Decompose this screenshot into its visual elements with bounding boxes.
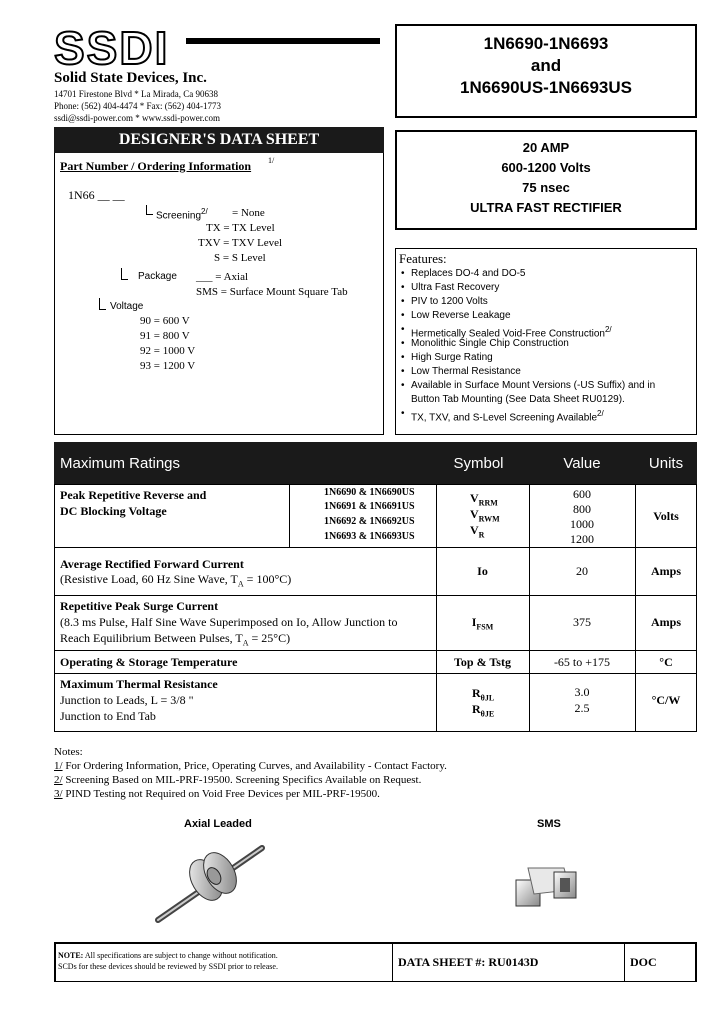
symbol-main: R xyxy=(472,702,481,716)
screening-label-text: Screening xyxy=(156,210,202,222)
row-thermal-leads: Junction to Leads, L = 3/8 " xyxy=(60,693,194,707)
part-title-line3: 1N6690US-1N6693US xyxy=(460,78,632,97)
footer-datasheet-number: DATA SHEET #: RU0143D xyxy=(398,955,539,969)
feature-item-text: Ultra Fast Recovery xyxy=(411,282,500,293)
symbol-sub: RRM xyxy=(478,498,498,508)
row-thermal-symbol xyxy=(472,702,494,718)
row-thermal-endtab: Junction to End Tab xyxy=(60,709,156,723)
sms-label: SMS xyxy=(537,818,561,830)
row-surge-condition2-text: Reach Equilibrium Between Pulses, T xyxy=(60,631,243,645)
feature-item xyxy=(411,365,521,379)
footer-note-line1: All specifications are subject to change without notification. xyxy=(84,951,278,960)
screening-label xyxy=(156,207,208,221)
package-label: Package xyxy=(138,271,177,282)
feature-item xyxy=(411,295,488,309)
feature-item-text: Hermetically Sealed Void-Free Construction xyxy=(411,328,605,340)
row-temp-unit: °C xyxy=(659,655,673,669)
feature-item-text: Replaces DO-4 and DO-5 xyxy=(411,268,526,279)
spec-amp: 20 AMP xyxy=(522,140,570,155)
screening-note: 2/ xyxy=(201,207,208,216)
feature-item-continuation: Button Tab Mounting (See Data Sheet RU0129). xyxy=(411,394,625,405)
designer-title: DESIGNER'S DATA SHEET xyxy=(118,131,320,148)
screening-option-tx: TX = TX Level xyxy=(206,222,275,234)
feature-item-text: Available in Surface Mount Versions (-US Suffix) and in xyxy=(411,380,656,391)
voltage-option-90: 90 = 600 V xyxy=(140,315,190,327)
prefix-blanks: __ __ xyxy=(97,188,125,202)
features-heading: Features: xyxy=(399,251,447,266)
row-thermal-symbol xyxy=(472,686,494,702)
table-header-value-text: Value xyxy=(563,454,601,472)
row-voltage-value: 1000 xyxy=(570,517,594,531)
feature-item xyxy=(411,337,569,351)
feature-item xyxy=(411,351,493,365)
part-title-box xyxy=(395,24,697,118)
row-voltage-part: 1N6690 & 1N6690US xyxy=(324,487,415,498)
ordering-heading-note: 1/ xyxy=(268,156,275,165)
row-surge-value: 375 xyxy=(573,615,591,629)
designer-title-bar xyxy=(54,127,384,153)
row-current-condition xyxy=(60,572,291,588)
ordering-heading xyxy=(60,159,251,174)
footer-note xyxy=(58,950,278,972)
note-num: 1/ xyxy=(54,760,63,772)
symbol-sub: FSM xyxy=(476,622,494,632)
feature-note: 2/ xyxy=(604,325,612,334)
package-option-axial: ___ = Axial xyxy=(196,271,249,283)
notes-heading: Notes: xyxy=(54,746,83,758)
footer-note-line2: SCDs for these devices should be reviewed by SSDI prior to release. xyxy=(58,962,278,971)
spec-type: ULTRA FAST RECTIFIER xyxy=(470,200,622,215)
feature-note: 2/ xyxy=(597,409,604,418)
feature-item-text: Low Thermal Resistance xyxy=(411,366,521,377)
row-surge-unit: Amps xyxy=(650,615,681,629)
row-current-symbol: Io xyxy=(477,564,488,578)
row-thermal-value: 2.5 xyxy=(574,701,590,715)
symbol-main: V xyxy=(470,507,479,521)
feature-item-text: TX, TXV, and S-Level Screening Available xyxy=(411,412,598,424)
prefix-text: 1N66 xyxy=(68,188,95,202)
ordering-heading-text: Part Number / Ordering Information xyxy=(60,159,252,173)
footer-doc: DOC xyxy=(630,955,657,969)
axial-package-illustration xyxy=(140,836,280,930)
symbol-main: V xyxy=(470,523,479,537)
package-option-sms: SMS = Surface Mount Square Tab xyxy=(196,286,348,298)
package-bracket xyxy=(121,268,128,280)
feature-item xyxy=(411,281,499,295)
table-header-ratings-text: Maximum Ratings xyxy=(60,454,181,472)
row-current-unit: Amps xyxy=(650,564,681,578)
row-voltage-label2: DC Blocking Voltage xyxy=(60,504,167,518)
note-item xyxy=(54,774,421,786)
row-voltage-symbol xyxy=(470,507,500,523)
symbol-main: V xyxy=(470,491,479,505)
row-current-condition-text: (Resistive Load, 60 Hz Sine Wave, T xyxy=(60,572,238,586)
footer-note-label: NOTE: xyxy=(58,951,84,960)
row-current-condition-tail: = 100°C) xyxy=(243,572,292,586)
voltage-option-91: 91 = 800 V xyxy=(140,330,190,342)
row-voltage-value: 800 xyxy=(573,502,591,516)
voltage-option-93: 93 = 1200 V xyxy=(140,360,196,372)
table-header-value xyxy=(529,442,635,484)
logo-wordmark: SSDI xyxy=(54,24,170,68)
part-title-line2: and xyxy=(530,56,562,75)
part-title-line1: 1N6690-1N6693 xyxy=(483,34,609,53)
row-voltage-label: Peak Repetitive Reverse and xyxy=(60,488,207,502)
spec-volts: 600-1200 Volts xyxy=(501,160,591,175)
feature-item xyxy=(411,407,604,425)
feature-item-text: Monolithic Single Chip Construction xyxy=(411,338,569,349)
symbol-sub: R xyxy=(478,530,485,540)
row-voltage-unit: Volts xyxy=(653,509,679,523)
company-address: 14701 Firestone Blvd * La Mirada, Ca 90638 xyxy=(54,89,218,99)
table-row-divider xyxy=(54,650,697,651)
row-surge-label: Repetitive Peak Surge Current xyxy=(60,599,219,613)
row-voltage-value: 600 xyxy=(573,487,591,501)
row-voltage-symbol xyxy=(470,523,484,539)
row-surge-condition2 xyxy=(60,631,290,647)
feature-item-text: PIV to 1200 Volts xyxy=(411,296,488,307)
row-surge-condition: (8.3 ms Pulse, Half Sine Wave Superimposed on Io, Allow Junction to xyxy=(60,615,398,629)
row-temp-symbol: Top & Tstg xyxy=(454,655,511,669)
row-thermal-label: Maximum Thermal Resistance xyxy=(60,677,218,691)
symbol-sub: RWM xyxy=(478,514,500,524)
company-web[interactable]: ssdi@ssdi-power.com * www.ssdi-power.com xyxy=(54,113,220,123)
table-row-divider xyxy=(54,673,697,674)
voltage-bracket xyxy=(99,298,106,310)
row-temp-label: Operating & Storage Temperature xyxy=(60,655,238,669)
row-current-label: Average Rectified Forward Current xyxy=(60,557,244,571)
ordering-prefix xyxy=(68,188,125,203)
footer-divider xyxy=(624,942,625,982)
row-surge-condition2-tail: = 25°C) xyxy=(248,631,291,645)
spec-nsec: 75 nsec xyxy=(522,180,570,195)
table-header-units-text: Units xyxy=(648,454,684,472)
row-surge-condition2-sub: A xyxy=(242,638,249,648)
feature-item xyxy=(411,309,511,323)
symbol-main: R xyxy=(472,686,481,700)
screening-option-s: S = S Level xyxy=(214,252,266,264)
footer-divider xyxy=(392,942,393,982)
voltage-label: Voltage xyxy=(110,301,144,312)
table-header-ratings xyxy=(54,442,428,484)
screening-bracket xyxy=(146,205,153,215)
note-text: Screening Based on MIL-PRF-19500. Screening Specifics Available on Request. xyxy=(65,774,422,786)
symbol-sub: θJL xyxy=(480,693,495,703)
table-header-symbol-text: Symbol xyxy=(453,454,504,472)
row-voltage-part: 1N6692 & 1N6692US xyxy=(324,516,415,527)
company-phone: Phone: (562) 404-4474 * Fax: (562) 404-1773 xyxy=(54,101,221,111)
feature-item-text: High Surge Rating xyxy=(411,352,493,363)
table-header-units xyxy=(635,442,697,484)
symbol-sub: θJE xyxy=(480,709,495,719)
row-current-value: 20 xyxy=(576,564,588,578)
axial-label: Axial Leaded xyxy=(184,818,252,830)
feature-item xyxy=(411,267,526,281)
note-num: 2/ xyxy=(54,774,63,786)
table-row-divider xyxy=(54,547,697,548)
company-logo xyxy=(54,24,384,68)
table-divider xyxy=(289,484,290,547)
row-voltage-part: 1N6693 & 1N6693US xyxy=(324,531,415,542)
row-voltage-value: 1200 xyxy=(570,532,594,546)
row-current-condition-sub: A xyxy=(237,579,244,589)
note-item xyxy=(54,760,447,772)
voltage-option-92: 92 = 1000 V xyxy=(140,345,196,357)
table-divider xyxy=(436,484,437,732)
note-text: PIND Testing not Required on Void Free Devices per MIL-PRF-19500. xyxy=(65,788,380,800)
row-thermal-value: 3.0 xyxy=(574,685,590,699)
note-num: 3/ xyxy=(54,788,63,800)
screening-option-none: = None xyxy=(232,207,265,219)
symbol-main: I xyxy=(471,615,477,629)
row-surge-symbol xyxy=(436,615,529,631)
spec-box xyxy=(395,130,697,230)
feature-item xyxy=(411,379,655,393)
row-voltage-symbol xyxy=(470,491,498,507)
row-thermal-unit: °C/W xyxy=(651,693,681,707)
row-voltage-part: 1N6691 & 1N6691US xyxy=(324,501,415,512)
note-text: For Ordering Information, Price, Operating Curves, and Availability - Contact Factory. xyxy=(65,760,447,772)
row-temp-value: -65 to +175 xyxy=(553,655,611,669)
company-name: Solid State Devices, Inc. xyxy=(54,70,207,86)
table-row-divider xyxy=(54,595,697,596)
table-header-symbol xyxy=(428,442,529,484)
sms-package-illustration xyxy=(508,850,588,920)
screening-option-txv: TXV = TXV Level xyxy=(198,237,283,249)
note-item xyxy=(54,788,380,800)
feature-item-text: Low Reverse Leakage xyxy=(411,310,511,321)
